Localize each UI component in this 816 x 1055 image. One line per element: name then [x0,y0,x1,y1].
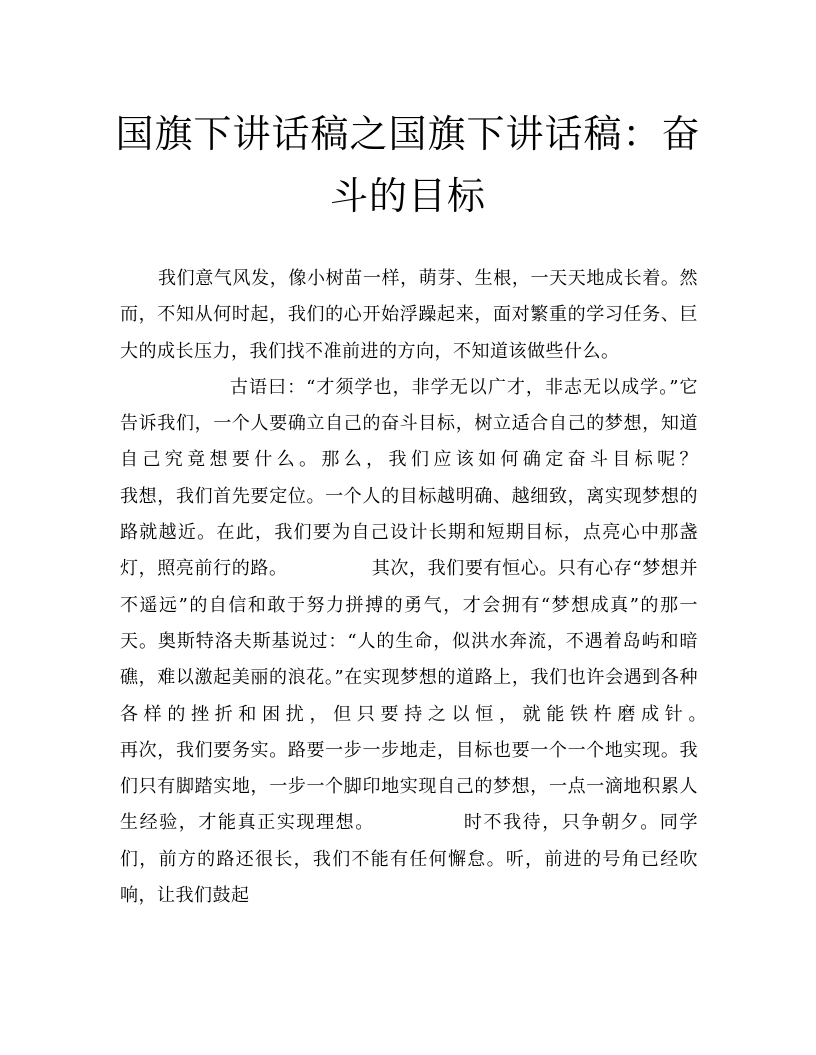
document-body [120,261,809,914]
paragraph-1: 我们意气风发，像小树苗一样，萌芽、生根，一天天地成长着。然而，不知从何时起，我们的心开始浮躁起来，面对繁重的学习任务、巨大的成长压力，我们找不准前进的方向，不知道该做些什么。 [120,268,698,362]
paragraph-2: 古语曰：“才须学也，非学无以广才，非志无以成学。”它告诉我们，一个人要确立自己的奋斗目标，树立适合自己的梦想，知道自己究竟想要什么。那么，我们应该如何确定奋斗目标呢？ 我想，我们首先要定位。一个人的目标越明确、越细致，离实现梦想的路就越近。在此，我们要为自己设计长期和短期目标，点亮心中那盏灯，照亮前行的路。 其次，我们要有恒心。只有心存“梦想并不遥远”的自信和敢于努力拼搏的勇气，才会拥有“梦想成真”的那一天。奥斯特洛夫斯基说过：“人的生命，似洪水奔流，不遇着岛屿和暗礁，难以激起美丽的浪花。”在实现梦想的道路上，我们也许会遇到各种各样的挫折和困扰，但只要持之以恒，就能铁杵磨成针。 再次，我们要务实。路要一步一步地走，目标也要一个一个地实现。我们只有脚踏实地，一步一个脚印地实现自己的梦想，一点一滴地积累人生经验，才能真正实现理想。 时不我待，只争朝夕。同学们，前方的路还很长，我们不能有任何懈怠。听，前进的号角已经吹响，让我们鼓起 [120,376,809,907]
document-title: 国旗下讲话稿之国旗下讲话稿：奋斗的目标 [115,112,701,218]
